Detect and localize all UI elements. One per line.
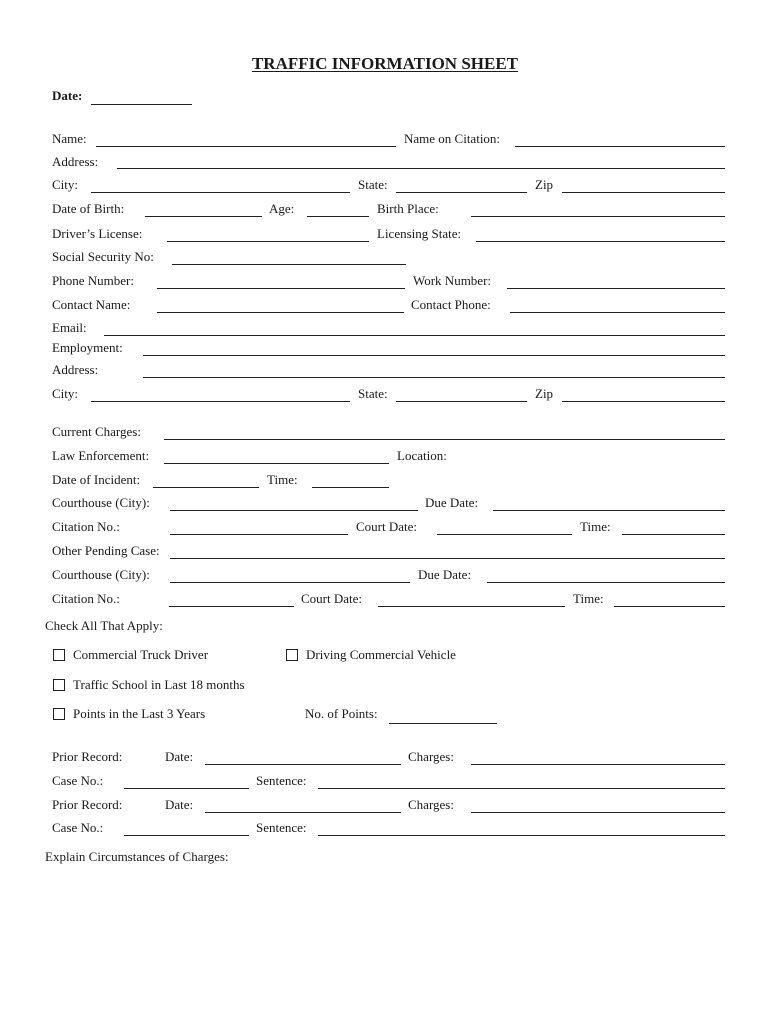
prior-charges-label-1: Charges: [408, 749, 454, 764]
due-date-label-2: Due Date: [418, 567, 472, 582]
law-enforcement-field[interactable] [164, 463, 389, 464]
employment-state-field[interactable] [396, 401, 527, 402]
citation-field-2[interactable] [169, 606, 294, 607]
current-charges-label: Current Charges: [52, 424, 141, 439]
current-charges-field[interactable] [164, 439, 725, 440]
traffic-school-checkbox[interactable] [53, 679, 65, 691]
due-date-field-1[interactable] [493, 510, 725, 511]
prior-record-label-1: Prior Record: [52, 749, 123, 764]
prior-charges-field-1[interactable] [471, 764, 725, 765]
case-no-label-1: Case No.: [52, 773, 104, 788]
prior-record-label-2: Prior Record: [52, 797, 123, 812]
court-date-label-1: Court Date: [356, 519, 418, 534]
drivers-license-field[interactable] [167, 241, 369, 242]
employment-address-label: Address: [52, 362, 99, 377]
employment-city-field[interactable] [91, 401, 350, 402]
contact-phone-label: Contact Phone: [411, 297, 491, 312]
dob-field[interactable] [145, 216, 262, 217]
zip-field[interactable] [562, 192, 725, 193]
state-field[interactable] [396, 192, 527, 193]
form-title: TRAFFIC INFORMATION SHEET [251, 54, 519, 73]
birth-place-field[interactable] [471, 216, 725, 217]
ssn-label: Social Security No: [52, 249, 154, 264]
check-all-label: Check All That Apply: [45, 618, 163, 633]
points-checkbox[interactable] [53, 708, 65, 720]
work-number-field[interactable] [507, 288, 725, 289]
drivers-license-label: Driver’s License: [52, 226, 143, 241]
contact-phone-field[interactable] [510, 312, 725, 313]
work-number-label: Work Number: [413, 273, 492, 288]
time-label-1: Time: [580, 519, 611, 534]
time-field[interactable] [312, 487, 389, 488]
sentence-field-1[interactable] [318, 788, 725, 789]
commercial-truck-checkbox[interactable] [53, 649, 65, 661]
citation-label-1: Citation No.: [52, 519, 120, 534]
no-of-points-field[interactable] [389, 723, 497, 724]
city-label: City: [52, 177, 79, 192]
time-field-2[interactable] [614, 606, 725, 607]
dob-label: Date of Birth: [52, 201, 125, 216]
no-of-points-label: No. of Points: [305, 706, 378, 721]
email-label: Email: [52, 320, 87, 335]
date-of-incident-field[interactable] [153, 487, 259, 488]
due-date-label-1: Due Date: [425, 495, 479, 510]
employment-field[interactable] [143, 355, 725, 356]
date-label: Date: [52, 88, 83, 103]
prior-charges-field-2[interactable] [471, 812, 725, 813]
state-label: State: [358, 177, 388, 192]
prior-charges-label-2: Charges: [408, 797, 454, 812]
date-field[interactable] [91, 104, 192, 105]
zip-label: Zip [535, 177, 554, 192]
name-on-citation-field[interactable] [515, 146, 725, 147]
courthouse-field-1[interactable] [170, 510, 418, 511]
name-field[interactable] [96, 146, 396, 147]
employment-state-label: State: [358, 386, 388, 401]
age-field[interactable] [307, 216, 369, 217]
address-label: Address: [52, 154, 99, 169]
court-date-field-2[interactable] [378, 606, 565, 607]
citation-field-1[interactable] [170, 534, 348, 535]
case-no-field-2[interactable] [124, 835, 249, 836]
employment-zip-label: Zip [535, 386, 554, 401]
date-of-incident-label: Date of Incident: [52, 472, 141, 487]
city-field[interactable] [91, 192, 350, 193]
due-date-field-2[interactable] [487, 582, 725, 583]
name-on-citation-label: Name on Citation: [404, 131, 501, 146]
prior-date-label-1: Date: [165, 749, 194, 764]
sentence-label-1: Sentence: [256, 773, 307, 788]
law-enforcement-label: Law Enforcement: [52, 448, 150, 463]
employment-city-label: City: [52, 386, 79, 401]
licensing-state-field[interactable] [476, 241, 725, 242]
prior-date-field-1[interactable] [205, 764, 401, 765]
traffic-school-label: Traffic School in Last 18 months [73, 677, 245, 692]
court-date-label-2: Court Date: [301, 591, 363, 606]
commercial-truck-label: Commercial Truck Driver [73, 647, 209, 662]
time-label-2: Time: [573, 591, 604, 606]
phone-field[interactable] [157, 288, 405, 289]
ssn-field[interactable] [172, 264, 406, 265]
prior-date-field-2[interactable] [205, 812, 401, 813]
driving-commercial-label: Driving Commercial Vehicle [306, 647, 456, 662]
sentence-label-2: Sentence: [256, 820, 307, 835]
time-field-1[interactable] [622, 534, 725, 535]
time-label: Time: [267, 472, 298, 487]
licensing-state-label: Licensing State: [377, 226, 462, 241]
other-pending-label: Other Pending Case: [52, 543, 160, 558]
court-date-field-1[interactable] [437, 534, 572, 535]
courthouse-field-2[interactable] [170, 582, 410, 583]
other-pending-field[interactable] [170, 558, 725, 559]
contact-name-label: Contact Name: [52, 297, 131, 312]
sentence-field-2[interactable] [318, 835, 725, 836]
location-label: Location: [397, 448, 447, 463]
birth-place-label: Birth Place: [377, 201, 439, 216]
address-field[interactable] [117, 168, 725, 169]
courthouse-label-1: Courthouse (City): [52, 495, 150, 510]
employment-address-field[interactable] [143, 377, 725, 378]
prior-date-label-2: Date: [165, 797, 194, 812]
contact-name-field[interactable] [157, 312, 404, 313]
citation-label-2: Citation No.: [52, 591, 120, 606]
name-label: Name: [52, 131, 87, 146]
case-no-label-2: Case No.: [52, 820, 104, 835]
phone-label: Phone Number: [52, 273, 134, 288]
explain-label: Explain Circumstances of Charges: [45, 849, 229, 864]
courthouse-label-2: Courthouse (City): [52, 567, 150, 582]
points-label: Points in the Last 3 Years [73, 706, 206, 721]
employment-label: Employment: [52, 340, 123, 355]
driving-commercial-checkbox[interactable] [286, 649, 298, 661]
age-label: Age: [269, 201, 295, 216]
explain-circumstances-area[interactable] [45, 868, 725, 1008]
case-no-field-1[interactable] [124, 788, 249, 789]
email-field[interactable] [104, 335, 725, 336]
employment-zip-field[interactable] [562, 401, 725, 402]
